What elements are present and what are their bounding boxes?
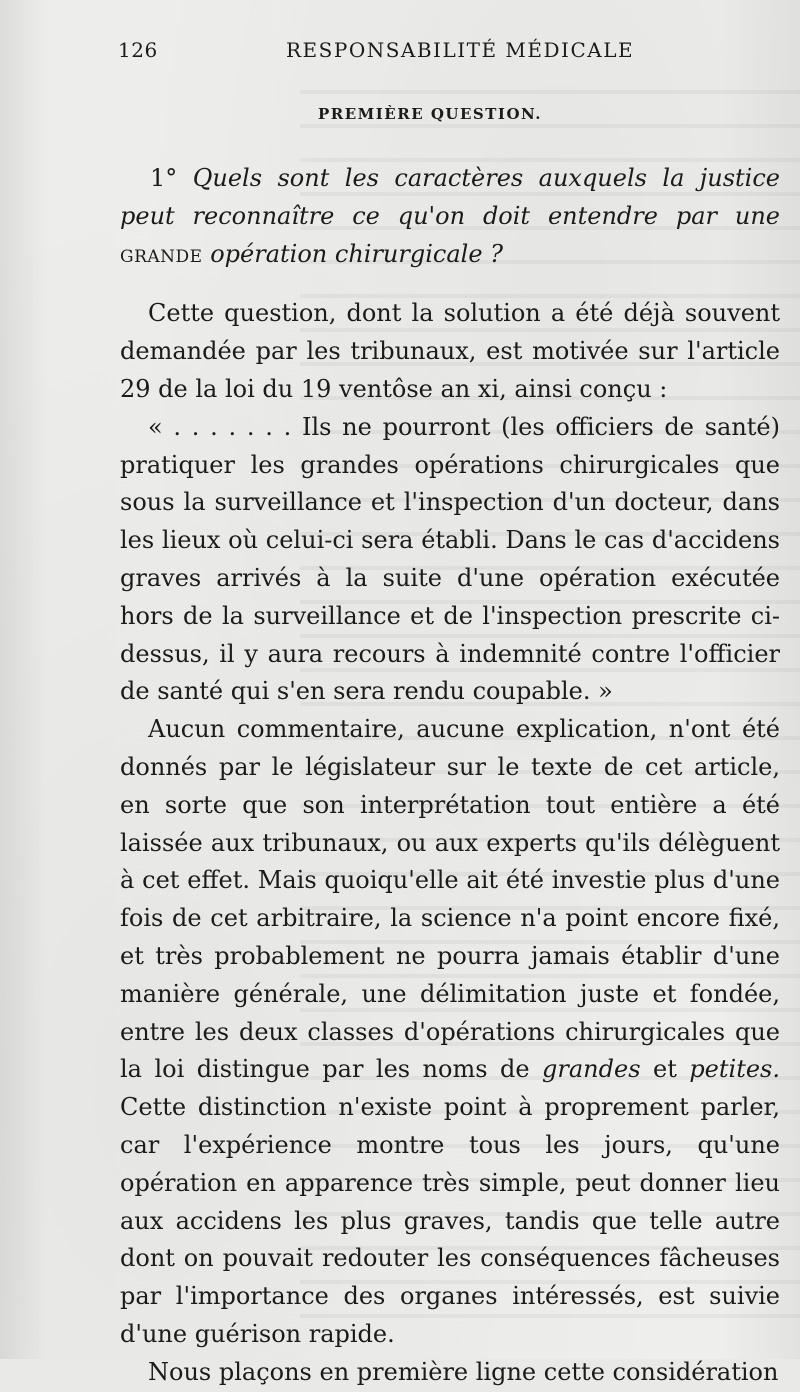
question-text-2: opération chirurgicale ?: [210, 239, 504, 268]
paragraph-2-part-3: Cette distinction n'existe point à proprement parler, car l'expérience montre tous les jours, qu'une opération en apparence très simple, peut donner lieu aux accidens les plus graves, tandis que telle autre dont on pouvait redouter les conséquences fâcheuses par l'importance des organes intéressés, est suivie d'une guérison rapide.: [120, 1093, 780, 1348]
paragraph-2-part-2: et: [652, 1055, 677, 1084]
paragraph-2-emphasis-grandes: grandes: [542, 1055, 641, 1084]
paragraph-2-emphasis-petites: petites.: [689, 1055, 780, 1084]
question-smallcaps: grande: [120, 239, 203, 268]
question-number: 1°: [150, 164, 178, 192]
running-header: [118, 38, 770, 68]
paragraph-3: Nous plaçons en première ligne cette considération: [148, 1357, 779, 1386]
paragraph-1: Cette question, dont la solution a été déjà souvent demandée par les tribunaux, est motivée sur l'article 29 de la loi du 19 ventôse an xi, ainsi conçu :: [120, 299, 780, 403]
paragraph-2-part-1: Aucun commentaire, aucune explication, n'ont été donnés par le législateur sur le texte de cet article, en sorte que son interprétation tout entière a été laissée aux tribunaux, ou aux experts qu'ils délèguent à cet effet. Mais quoiqu'elle ait été investie plus d'une fois de cet arbitraire, la science n'a point encore fixé, et très probablement ne pourra jamais établir d'une manière générale, une délimitation juste et fondée, entre les deux classes d'opérations chirurgicales que la loi distingue par les noms de: [120, 715, 780, 1084]
body-text: [120, 160, 780, 1392]
paragraph-2: [120, 711, 780, 1354]
question-text-1: Quels sont les caractères auxquels la justice peut reconnaître ce qu'on doit entendre par une: [120, 164, 780, 230]
quoted-law-article: « . . . . . . . Ils ne pourront (les officiers de santé) pratiquer les grandes opérations chirurgicales que sous la surveillance et l'inspection d'un docteur, dans les lieux où celui-ci sera établi. Dans le cas d'accidens graves arrivés à la suite d'une opération exécutée hors de la surveillance et de l'inspection prescrite ci-dessus, il y aura recours à indemnité contre l'officier de santé qui s'en sera rendu coupable. »: [120, 412, 780, 706]
section-title: PREMIÈRE QUESTION.: [318, 105, 542, 123]
page-number: 126: [118, 38, 158, 62]
running-title: RESPONSABILITÉ MÉDICALE: [286, 38, 635, 62]
question-paragraph: [120, 160, 780, 273]
